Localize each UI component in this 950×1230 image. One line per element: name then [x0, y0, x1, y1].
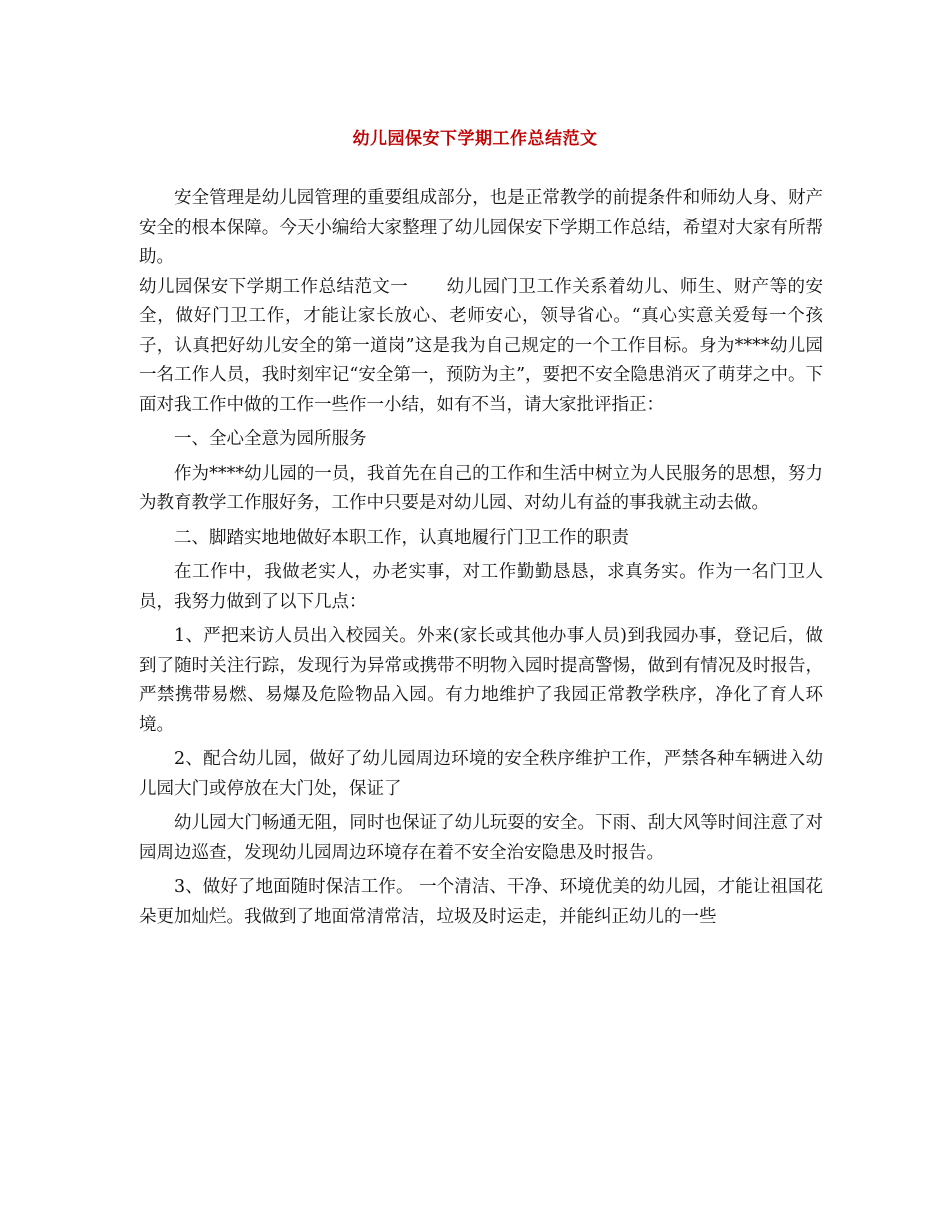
sample-label: 幼儿园保安下学期工作总结范文一: [139, 276, 409, 297]
sample-intro-text: 幼儿园门卫工作关系着幼儿、师生、财产等的安全，做好门卫工作，才能让家长放心、老师安心，领导省心。“真心实意关爱每一个孩子，认真把好幼儿安全的第一道岗”这是我为自己规定的一个工作目标。身为****幼儿园一名工作人员，我时刻牢记“安全第一，预防为主”，要把不安全隐患消灭了萌芽之中。下面对我工作中做的工作一些作一小结，如有不当，请大家批评指正：: [139, 276, 824, 415]
list-item-3: 3、做好了地面随时保洁工作。 一个清洁、干净、环境优美的幼儿园，才能让祖国花朵更加灿烂。我做到了地面常清常洁，垃圾及时运走，并能纠正幼儿的一些: [139, 877, 823, 927]
section-heading-1: 一、全心全意为园所服务: [174, 429, 367, 449]
section-paragraph-1: 作为****幼儿园的一员，我首先在自己的工作和生活中树立为人民服务的思想，努力为教育教学工作服好务，工作中只要是对幼儿园、对幼儿有益的事我就主动去做。: [139, 463, 823, 513]
section-heading-2: 二、脚踏实地地做好本职工作，认真地履行门卫工作的职责: [174, 527, 629, 548]
document-body: [139, 184, 823, 932]
document-title: 幼儿园保安下学期工作总结范文: [352, 129, 598, 149]
section-paragraph-2: 在工作中，我做老实人，办老实事，对工作勤勤恳恳，求真务实。作为一名门卫人员，我努力做到了以下几点：: [139, 562, 823, 612]
intro-paragraph: 安全管理是幼儿园管理的重要组成部分，也是正常教学的前提条件和师幼人身、财产安全的根本保障。今天小编给大家整理了幼儿园保安下学期工作总结，希望对大家有所帮助。: [139, 188, 823, 267]
list-item-1: 1、严把来访人员出入校园关。外来(家长或其他办事人员)到我园办事，登记后，做到了随时关注行踪，发现行为异常或携带不明物入园时提高警惕，做到有情况及时报告，严禁携带易燃、易爆及危险物品入园。有力地维护了我园正常教学秩序，净化了育人环境。: [139, 626, 823, 735]
sample-paragraph: [139, 273, 823, 421]
list-item-2-continued: 幼儿园大门畅通无阻，同时也保证了幼儿玩耍的安全。下雨、刮大风等时间注意了对园周边巡查，发现幼儿园周边环境存在着不安全治安隐患及时报告。: [139, 813, 823, 863]
list-item-2: 2、配合幼儿园，做好了幼儿园周边环境的安全秩序维护工作，严禁各种车辆进入幼儿园大门或停放在大门处，保证了: [139, 749, 823, 799]
